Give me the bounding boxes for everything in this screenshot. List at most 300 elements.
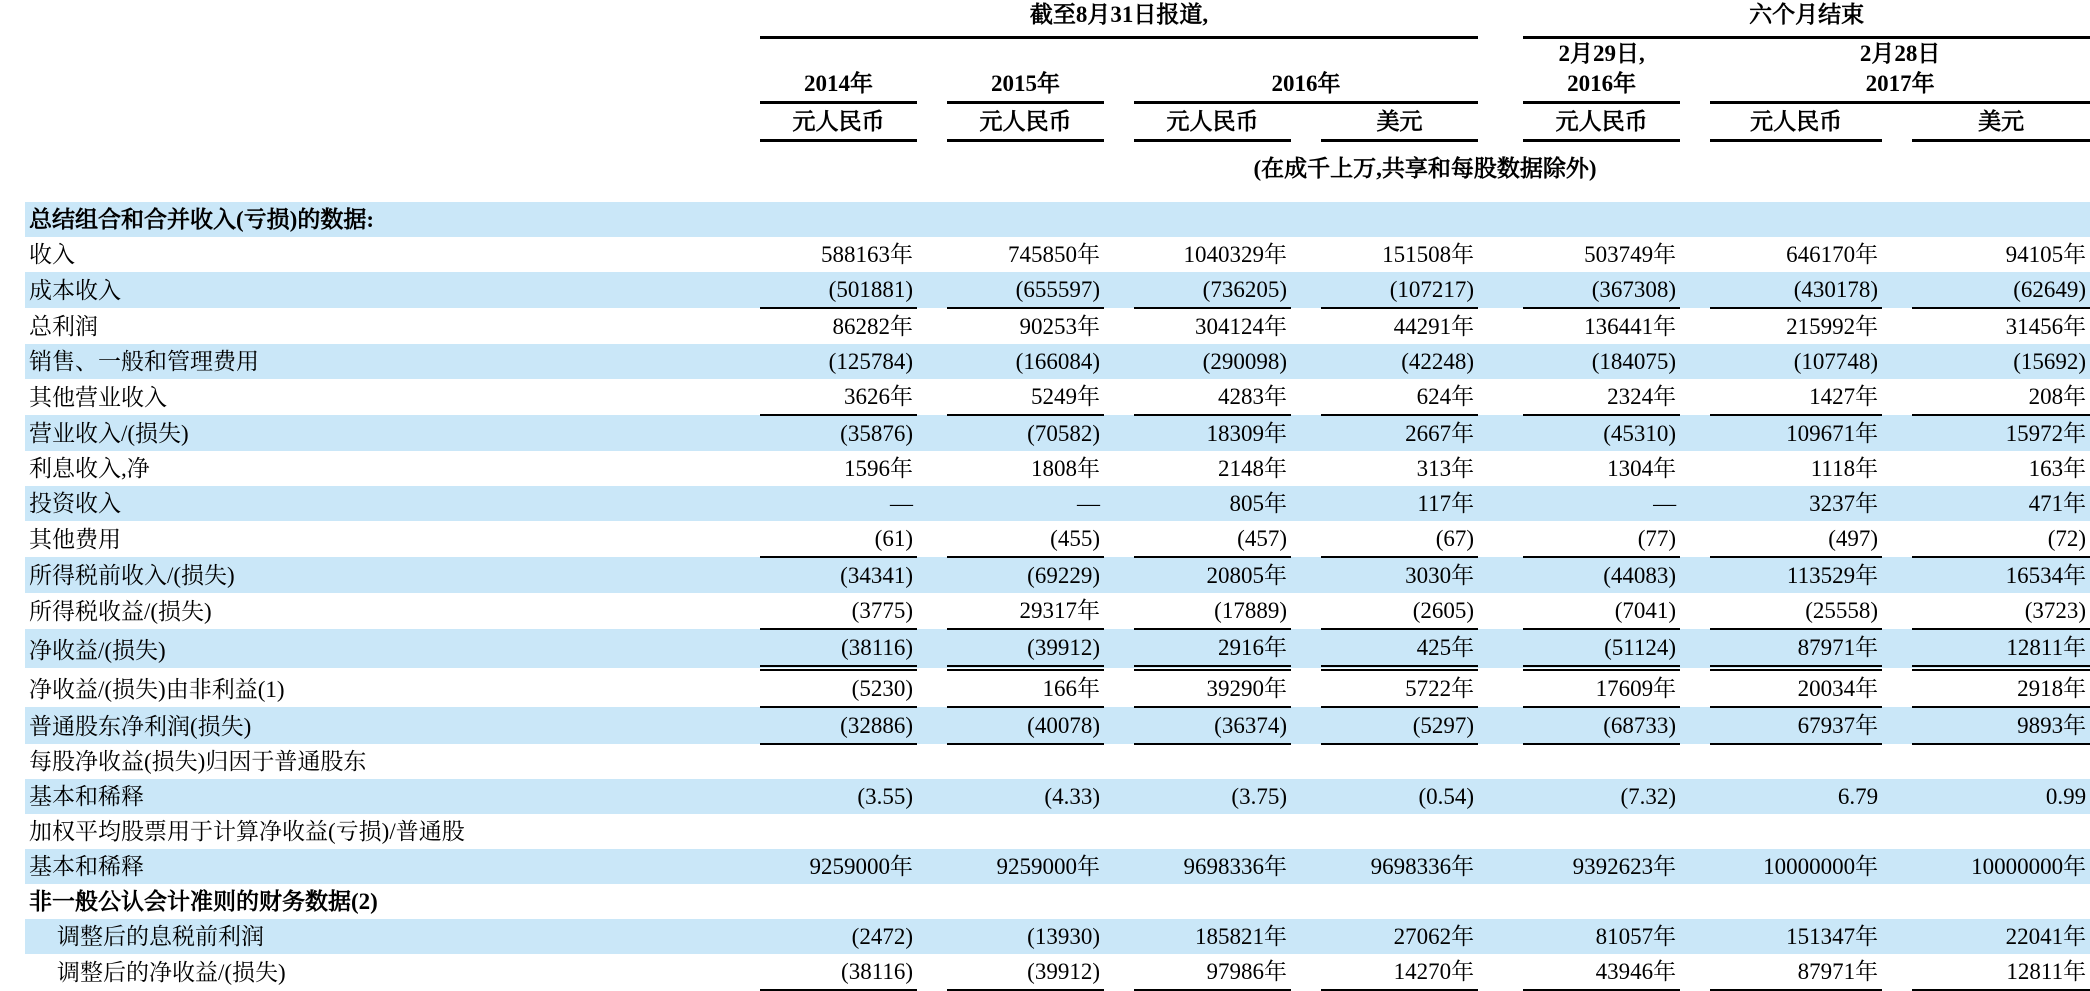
column-gap — [1882, 272, 1912, 308]
table-row — [25, 557, 2090, 593]
value-cell — [1321, 814, 1478, 849]
value-cell: 471年 — [2028, 491, 2087, 516]
value-cell: 39290年 — [1134, 668, 1291, 707]
column-gap — [1104, 415, 1134, 451]
year-2016-feb: 2016年 — [1523, 69, 1680, 103]
value-cell: 1118年 — [1810, 456, 1879, 481]
column-gap — [917, 237, 947, 272]
header-gap — [917, 103, 947, 141]
column-gap — [917, 744, 947, 779]
table-row — [25, 919, 2090, 954]
value-cell: 90253年 — [1019, 314, 1100, 339]
header-gap — [1680, 69, 1710, 103]
value-cell — [760, 202, 917, 237]
value-cell: 151508年 — [1382, 242, 1475, 267]
table-row — [25, 379, 2090, 415]
column-gap — [1291, 202, 1321, 237]
value-cell: 10000000年 — [1763, 854, 1879, 879]
column-gap — [1478, 237, 1523, 272]
column-gap — [1478, 379, 1523, 415]
value-cell: 87971年 — [1710, 629, 1882, 668]
table-row — [25, 486, 2090, 521]
value-cell: 117年 — [1417, 491, 1475, 516]
column-gap — [1478, 884, 1523, 919]
value-cell: (3775) — [760, 593, 917, 629]
column-gap — [1104, 237, 1134, 272]
column-gap — [1680, 849, 1710, 884]
column-gap — [1104, 954, 1134, 990]
value-cell — [1134, 202, 1291, 237]
group-header-fiscal-years: 截至8月31日报道, — [760, 0, 1478, 38]
header-spacer — [25, 38, 1523, 70]
value-cell — [1321, 884, 1478, 919]
table-row — [25, 629, 2090, 668]
column-gap — [1680, 593, 1710, 629]
value-cell: (40078) — [947, 707, 1104, 744]
column-gap — [1478, 202, 1523, 237]
row-label: 利息收入,净 — [29, 456, 150, 481]
header-gap — [1104, 69, 1134, 103]
column-gap — [1291, 779, 1321, 814]
column-gap — [1104, 744, 1134, 779]
value-cell: (36374) — [1134, 707, 1291, 744]
value-cell: — — [890, 491, 913, 516]
value-cell: 12811年 — [1912, 954, 2090, 990]
column-gap — [1680, 415, 1710, 451]
group-header-row — [25, 0, 2090, 38]
header-spacer — [25, 103, 760, 141]
column-gap — [1104, 814, 1134, 849]
row-label: 每股净收益(损失)归因于普通股东 — [29, 749, 367, 774]
row-label: 非一般公认会计准则的财务数据(2) — [29, 889, 378, 914]
value-cell: (107748) — [1793, 349, 1879, 374]
value-cell: 0.99 — [2045, 784, 2087, 809]
column-gap — [1291, 308, 1321, 344]
column-gap — [917, 202, 947, 237]
value-cell: 313年 — [1416, 456, 1475, 481]
column-gap — [1680, 668, 1710, 707]
value-cell: 9259000年 — [809, 854, 913, 879]
column-gap — [1680, 557, 1710, 593]
column-gap — [1478, 849, 1523, 884]
value-cell: 20034年 — [1710, 668, 1882, 707]
column-gap — [917, 557, 947, 593]
value-cell: 1427年 — [1710, 379, 1882, 415]
column-gap — [917, 884, 947, 919]
column-gap — [1291, 557, 1321, 593]
table-row — [25, 668, 2090, 707]
row-label: 调整后的净收益/(损失) — [57, 960, 286, 985]
value-cell: 86282年 — [832, 314, 913, 339]
value-cell: 18309年 — [1206, 421, 1287, 446]
row-label: 总利润 — [29, 314, 98, 339]
value-cell: 163年 — [2028, 456, 2087, 481]
year-2015: 2015年 — [947, 69, 1104, 103]
column-gap — [1478, 557, 1523, 593]
column-gap — [1478, 954, 1523, 990]
value-cell: — — [1077, 491, 1100, 516]
value-cell: 6.79 — [1837, 784, 1879, 809]
currency-rmb-2015: 元人民币 — [947, 103, 1104, 141]
column-gap — [1680, 379, 1710, 415]
column-gap — [1291, 486, 1321, 521]
value-cell: 9893年 — [1912, 707, 2090, 744]
column-gap — [1478, 919, 1523, 954]
year-header-row — [25, 69, 2090, 103]
value-cell: 2667年 — [1405, 421, 1475, 446]
date-feb28: 2月28日 — [1859, 41, 1941, 66]
row-label: 加权平均股票用于计算净收益(亏损)/普通股 — [29, 819, 465, 844]
column-gap — [917, 919, 947, 954]
column-gap — [1104, 629, 1134, 668]
value-cell: (38116) — [760, 629, 917, 668]
column-gap — [1882, 486, 1912, 521]
value-cell: (3723) — [1912, 593, 2090, 629]
column-gap — [1680, 779, 1710, 814]
value-cell: (15692) — [2013, 349, 2087, 374]
value-cell: 208年 — [1912, 379, 2090, 415]
value-cell: 4283年 — [1134, 379, 1291, 415]
table-row — [25, 954, 2090, 990]
value-cell: 9259000年 — [996, 854, 1100, 879]
column-gap — [1680, 451, 1710, 486]
column-gap — [1882, 593, 1912, 629]
units-note: (在成千上万,共享和每股数据除外) — [1253, 156, 1597, 181]
value-cell: 185821年 — [1195, 924, 1287, 949]
value-cell: (77) — [1523, 521, 1680, 557]
value-cell: (430178) — [1710, 272, 1882, 308]
column-gap — [1291, 707, 1321, 744]
column-gap — [917, 521, 947, 557]
column-gap — [1291, 415, 1321, 451]
column-gap — [1291, 272, 1321, 308]
row-label: 净收益/(损失) — [29, 638, 166, 663]
column-gap — [1882, 779, 1912, 814]
column-gap — [1291, 629, 1321, 668]
value-cell: 87971年 — [1710, 954, 1882, 990]
column-gap — [1882, 202, 1912, 237]
row-label: 其他费用 — [29, 527, 121, 552]
column-gap — [1478, 308, 1523, 344]
column-gap — [1104, 202, 1134, 237]
value-cell: 2148年 — [1218, 456, 1287, 481]
column-gap — [1882, 707, 1912, 744]
value-cell: 151347年 — [1786, 924, 1879, 949]
column-gap — [1680, 954, 1710, 990]
group-header-six-months: 六个月结束 — [1523, 0, 2090, 38]
row-label: 基本和稀释 — [29, 854, 144, 879]
column-gap — [1291, 744, 1321, 779]
column-gap — [1291, 521, 1321, 557]
column-gap — [1478, 486, 1523, 521]
header-spacer — [25, 69, 760, 103]
header-gap — [1478, 0, 1523, 38]
column-gap — [1291, 344, 1321, 379]
header-gap — [1291, 103, 1321, 141]
value-cell: (2472) — [851, 924, 913, 949]
row-label: 基本和稀释 — [29, 784, 144, 809]
value-cell: 1808年 — [1031, 456, 1100, 481]
header-gap — [917, 69, 947, 103]
value-cell — [947, 202, 1104, 237]
column-gap — [1104, 451, 1134, 486]
value-cell: 27062年 — [1393, 924, 1475, 949]
column-gap — [1680, 629, 1710, 668]
year-2016: 2016年 — [1134, 69, 1478, 103]
value-cell: (107217) — [1321, 272, 1478, 308]
column-gap — [1882, 237, 1912, 272]
value-cell: (184075) — [1591, 349, 1677, 374]
header-gap — [1680, 103, 1710, 141]
column-gap — [917, 593, 947, 629]
value-cell: 20805年 — [1206, 563, 1287, 588]
value-cell: (4.33) — [1044, 784, 1100, 809]
value-cell: (501881) — [760, 272, 917, 308]
value-cell: (166084) — [1015, 349, 1100, 374]
column-gap — [917, 344, 947, 379]
value-cell — [1321, 202, 1478, 237]
value-cell — [1321, 744, 1478, 779]
currency-usd-2017: 美元 — [1912, 103, 2090, 141]
row-label: 成本收入 — [29, 278, 121, 303]
column-gap — [1104, 884, 1134, 919]
column-gap — [1291, 884, 1321, 919]
value-cell — [947, 814, 1104, 849]
header-spacer — [25, 0, 760, 38]
header-gap — [1478, 103, 1523, 141]
date-feb29: 2月29日, — [1558, 41, 1645, 66]
value-cell: 1596年 — [844, 456, 913, 481]
value-cell: (69229) — [1027, 563, 1100, 588]
column-gap — [1291, 954, 1321, 990]
value-cell — [1912, 202, 2090, 237]
row-label: 所得税前收入/(损失) — [29, 563, 235, 588]
value-cell — [1134, 884, 1291, 919]
value-cell: 215992年 — [1786, 314, 1879, 339]
table-row — [25, 202, 2090, 237]
column-gap — [1478, 744, 1523, 779]
table-row — [25, 451, 2090, 486]
column-gap — [1882, 744, 1912, 779]
value-cell: (68733) — [1523, 707, 1680, 744]
value-cell: (70582) — [1027, 421, 1100, 446]
value-cell: (125784) — [828, 349, 913, 374]
table-row — [25, 814, 2090, 849]
value-cell: 3030年 — [1405, 563, 1475, 588]
column-gap — [1882, 884, 1912, 919]
column-gap — [917, 814, 947, 849]
value-cell: (457) — [1134, 521, 1291, 557]
row-label: 普通股东净利润(损失) — [29, 714, 252, 739]
value-cell: 81057年 — [1595, 924, 1677, 949]
value-cell: 17609年 — [1523, 668, 1680, 707]
column-gap — [917, 954, 947, 990]
column-gap — [1104, 379, 1134, 415]
column-gap — [1882, 557, 1912, 593]
column-gap — [1104, 486, 1134, 521]
value-cell — [947, 884, 1104, 919]
value-cell — [1523, 744, 1680, 779]
value-cell: (290098) — [1202, 349, 1287, 374]
column-gap — [1478, 814, 1523, 849]
table-row — [25, 593, 2090, 629]
column-gap — [1291, 919, 1321, 954]
value-cell — [1710, 884, 1882, 919]
table-row — [25, 272, 2090, 308]
column-gap — [917, 379, 947, 415]
value-cell: 1304年 — [1607, 456, 1677, 481]
value-cell: 16534年 — [2005, 563, 2087, 588]
column-gap — [1882, 849, 1912, 884]
value-cell: 113529年 — [1786, 563, 1879, 588]
value-cell — [1134, 814, 1291, 849]
value-cell: (497) — [1710, 521, 1882, 557]
column-gap — [917, 629, 947, 668]
column-gap — [1478, 344, 1523, 379]
value-cell: (367308) — [1523, 272, 1680, 308]
value-cell: (44083) — [1603, 563, 1677, 588]
header-gap — [1882, 103, 1912, 141]
column-gap — [1291, 237, 1321, 272]
column-gap — [1104, 272, 1134, 308]
column-gap — [1104, 919, 1134, 954]
column-gap — [1291, 814, 1321, 849]
value-cell: 1040329年 — [1183, 242, 1287, 267]
value-cell: 43946年 — [1523, 954, 1680, 990]
value-cell: 67937年 — [1710, 707, 1882, 744]
value-cell — [1523, 202, 1680, 237]
row-label: 投资收入 — [29, 491, 121, 516]
header-gap — [1478, 69, 1523, 103]
value-cell — [947, 744, 1104, 779]
value-cell: 3626年 — [760, 379, 917, 415]
value-cell: 166年 — [947, 668, 1104, 707]
column-gap — [1882, 344, 1912, 379]
currency-rmb-2016: 元人民币 — [1134, 103, 1291, 141]
column-gap — [1478, 779, 1523, 814]
value-cell: (5230) — [760, 668, 917, 707]
value-cell: 646170年 — [1786, 242, 1879, 267]
column-gap — [1882, 521, 1912, 557]
table-row — [25, 521, 2090, 557]
value-cell: 14270年 — [1321, 954, 1478, 990]
value-cell: (67) — [1321, 521, 1478, 557]
value-cell: 9392623年 — [1572, 854, 1677, 879]
column-gap — [1478, 629, 1523, 668]
column-gap — [1882, 919, 1912, 954]
column-gap — [917, 415, 947, 451]
column-gap — [1104, 593, 1134, 629]
table-row — [25, 779, 2090, 814]
row-label: 收入 — [29, 242, 75, 267]
value-cell: (2605) — [1321, 593, 1478, 629]
table-header — [25, 0, 2090, 202]
column-gap — [917, 451, 947, 486]
column-gap — [1680, 237, 1710, 272]
row-label: 其他营业收入 — [29, 385, 167, 410]
value-cell: 5249年 — [947, 379, 1104, 415]
currency-rmb-2014: 元人民币 — [760, 103, 917, 141]
currency-usd-2016: 美元 — [1321, 103, 1478, 141]
value-cell: 44291年 — [1393, 314, 1475, 339]
value-cell — [1912, 884, 2090, 919]
column-gap — [1882, 451, 1912, 486]
value-cell: 3237年 — [1809, 491, 1879, 516]
column-gap — [1882, 415, 1912, 451]
currency-header-row — [25, 103, 2090, 141]
table-row — [25, 237, 2090, 272]
value-cell: 9698336年 — [1370, 854, 1475, 879]
row-label: 营业收入/(损失) — [29, 421, 189, 446]
table-row — [25, 308, 2090, 344]
column-gap — [1104, 308, 1134, 344]
table-row — [25, 849, 2090, 884]
value-cell: 22041年 — [2005, 924, 2087, 949]
value-cell: 745850年 — [1008, 242, 1100, 267]
table-row — [25, 415, 2090, 451]
column-gap — [1680, 884, 1710, 919]
value-cell: (13930) — [1027, 924, 1100, 949]
column-gap — [1478, 521, 1523, 557]
column-gap — [1478, 593, 1523, 629]
value-cell — [1912, 744, 2090, 779]
value-cell: (62649) — [1912, 272, 2090, 308]
value-cell: — — [1653, 491, 1677, 516]
column-gap — [1291, 593, 1321, 629]
row-label: 净收益/(损失)由非利益(1) — [29, 677, 285, 702]
value-cell: (35876) — [840, 421, 913, 446]
value-cell: 503749年 — [1584, 242, 1677, 267]
column-gap — [1104, 849, 1134, 884]
value-cell: 2916年 — [1134, 629, 1291, 668]
row-label: 销售、一般和管理费用 — [29, 349, 259, 374]
column-gap — [1680, 919, 1710, 954]
value-cell: 624年 — [1321, 379, 1478, 415]
column-gap — [1104, 668, 1134, 707]
value-cell: (655597) — [947, 272, 1104, 308]
value-cell: (25558) — [1710, 593, 1882, 629]
value-cell: (736205) — [1134, 272, 1291, 308]
column-gap — [1478, 272, 1523, 308]
value-cell: (72) — [1912, 521, 2090, 557]
value-cell — [760, 744, 917, 779]
column-gap — [1882, 308, 1912, 344]
value-cell: 31456年 — [2005, 314, 2087, 339]
column-gap — [1882, 629, 1912, 668]
header-gap — [1104, 103, 1134, 141]
financial-summary-table — [25, 0, 2090, 991]
column-gap — [917, 308, 947, 344]
value-cell: (34341) — [840, 563, 913, 588]
value-cell: (3.55) — [857, 784, 913, 809]
column-gap — [1680, 308, 1710, 344]
column-gap — [1104, 557, 1134, 593]
year-2017: 2017年 — [1710, 69, 2090, 103]
value-cell: 588163年 — [821, 242, 913, 267]
column-gap — [1291, 668, 1321, 707]
column-gap — [917, 707, 947, 744]
value-cell: 304124年 — [1195, 314, 1287, 339]
column-gap — [1478, 451, 1523, 486]
value-cell: (3.75) — [1231, 784, 1287, 809]
value-cell: 109671年 — [1786, 421, 1879, 446]
value-cell: (7041) — [1523, 593, 1680, 629]
value-cell — [1523, 884, 1680, 919]
value-cell: (0.54) — [1418, 784, 1475, 809]
row-label: 调整后的息税前利润 — [57, 924, 264, 949]
table-row — [25, 744, 2090, 779]
row-label: 总结组合和合并收入(亏损)的数据: — [29, 207, 374, 232]
